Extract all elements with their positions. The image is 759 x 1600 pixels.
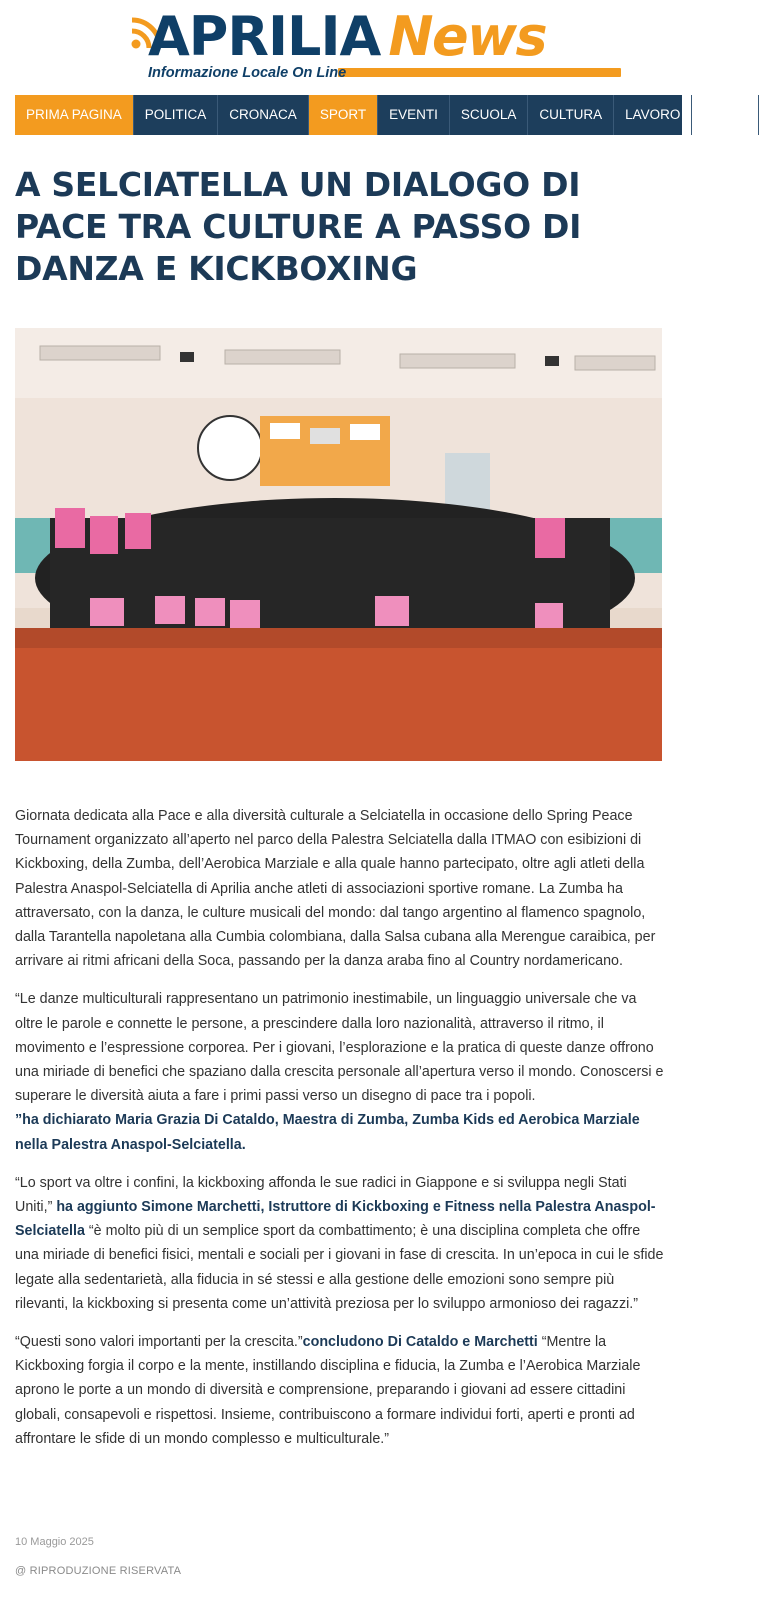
group-photo-illustration [15,328,662,761]
logo-aprilia: APRILIA [148,5,381,68]
nav-item-eventi[interactable]: EVENTI [378,95,450,135]
logo-news: News [388,5,547,68]
paragraph-attribution: ”ha dichiarato Maria Grazia Di Cataldo, Maestra di Zumba, Zumba Kids ed Aerobica Marziale nella Palestra Anaspol-Selciatella. [15,1112,640,1153]
paragraph-attribution: concludono Di Cataldo e Marchetti [302,1334,538,1351]
article-paragraph-1 [15,804,667,973]
article-title: A SELCIATELLA UN DIALOGO DI PACE TRA CULTURE A PASSO DI DANZA E KICKBOXING [15,165,582,288]
paragraph-text: “Mentre la Kickboxing forgia il corpo e la mente, instillando disciplina e fiducia, la Zumba e l’Aerobica Marziale aprono le porte a un mondo di diversità e comprensione, preparando i giovani ad essere cittadini globali, consapevoli e rispettosi. Insieme, contribuiscono a formare individui forti, aperti e pronti ad affrontare le sfide di un mondo complesso e multiculturale.” [15,1334,641,1447]
logo-wordmark [148,5,547,68]
article-date: 10 Maggio 2025 [15,1536,94,1548]
nav-item-cultura[interactable]: CULTURA [528,95,614,135]
article-paragraph-4 [15,1330,667,1451]
site-header [0,0,682,95]
paragraph-text: “è molto più di un semplice sport da combattimento; è una disciplina completa che offre una miriade di benefici fisici, mentali e sociali per i giovani in fase di crescita. In un’epoca in cui le sfide legate alla sedentarietà, alla fiducia in sé stessi e alla gestione delle emozioni sono sempre più rilevanti, la kickboxing si presenta come un’attività preziosa per lo sviluppo armonioso dei ragazzi.” [15,1223,664,1312]
article-body [15,804,667,1465]
nav-item-cronaca[interactable]: CRONACA [218,95,309,135]
paragraph-text: “Le danze multiculturali rappresentano un patrimonio inestimabile, un linguaggio universale che va oltre le parole e connette le persone, a prescindere dalla loro nazionalità, attraverso il ritmo, il movimento e l’espressione corporea. Per i giovani, l’esplorazione e la pratica di queste danze offrono una miriade di benefici che spaziano dalla crescita personale all’apertura verso il mondo. Conoscersi e superare le diversità aiuta a fare i primi passi verso un disegno di pace tra i popoli. [15,991,664,1105]
logo-tagline: Informazione Locale On Line [148,65,347,81]
main-nav [15,95,747,135]
nav-item-prima-pagina[interactable]: PRIMA PAGINA [15,95,134,135]
article-paragraph-2 [15,987,667,1156]
article-paragraph-3 [15,1171,667,1316]
paragraph-text: “Lo sport va oltre i confini, la kickboxing affonda le sue radici in Giappone e si sviluppa negli Stati Uniti,” [15,1174,627,1216]
nav-item-attualita[interactable]: ATTUA [692,95,758,135]
copyright-notice: @ RIPRODUZIONE RISERVATA [15,1565,182,1577]
nav-item-politica[interactable]: POLITICA [134,95,219,135]
logo-underline [338,68,621,77]
paragraph-attribution: ha aggiunto Simone Marchetti, Istruttore di Kickboxing e Fitness nella Palestra Anaspol-Selciatella [15,1199,656,1240]
article-photo [15,328,662,761]
nav-item-sport[interactable]: SPORT [309,95,378,135]
nav-item-scuola[interactable]: SCUOLA [450,95,529,135]
paragraph-text: Giornata dedicata alla Pace e alla diversità culturale a Selciatella in occasione dello Spring Peace Tournament organizzato all’aperto nel parco della Palestra Selciatella dalla ITMAO con esibizioni di Kickboxing, della Zumba, dell’Aerobica Marziale e alla quale hanno partecipato, oltre agli atleti della Palestra Anaspol-Selciatella di Aprilia anche atleti di associazioni sportive romane. La Zumba ha attraversato, con la danza, le culture musicali del mondo: dal tango argentino al flamenco spagnolo, dalla Tarantella napoletana alla Cumbia colombiana, dalla Salsa cubana alla Merengue caraibica, per arrivare ai ritmi africani della Soca, passando per la danza araba fino al Country nordamericano. [15,808,656,970]
site-logo[interactable] [128,5,547,85]
nav-item-lavoro[interactable]: LAVORO [614,95,692,135]
paragraph-text: “Questi sono valori importanti per la crescita.” [15,1334,303,1351]
